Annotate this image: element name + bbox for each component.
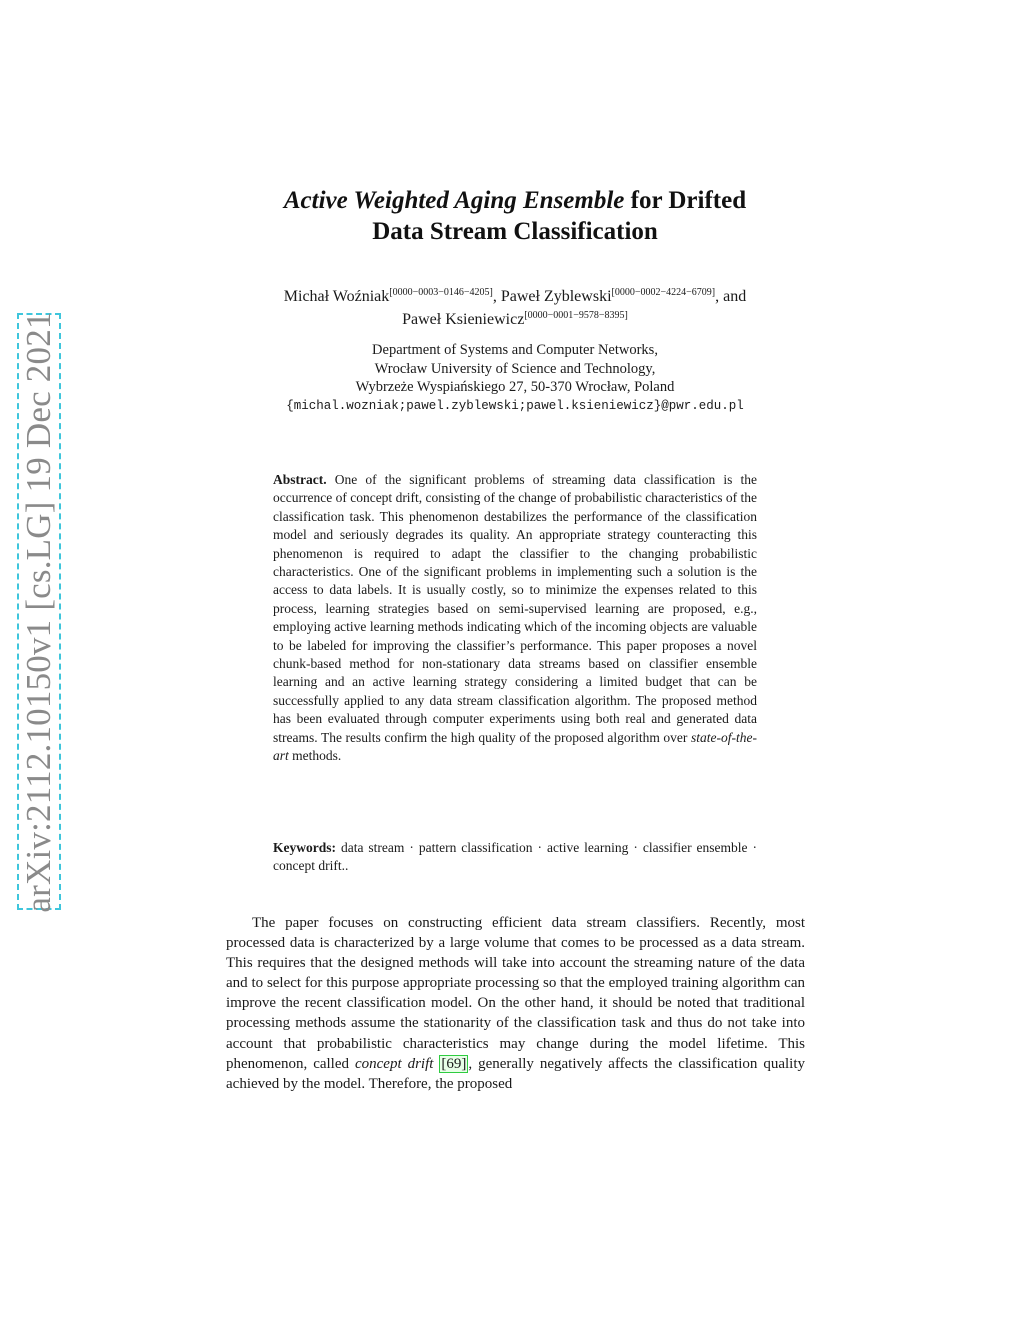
arxiv-id[interactable]: arXiv:2112.10150v1 [cs.LG] 19 Dec 2021 (19, 310, 58, 913)
keywords (273, 839, 757, 876)
author-2: , Paweł Zyblewski (492, 288, 612, 305)
abstract-italic: state-of-the-art (273, 729, 757, 764)
paper-title (200, 185, 830, 247)
title-rest: for Drifted (624, 187, 747, 214)
intro-paragraph (226, 913, 805, 1094)
intro-text-1: The paper focuses on constructing efficient data stream classifiers. Recently, most processed data is characterized by a large volume that comes to be processed as a data stream. This requires that the designed methods will take into account the streaming nature of the data and to select for this purpose appropriate processing so that the employed training algorithm can improve the recent classification model. On the other hand, it should be noted that traditional processing methods assume the stationarity of the classification task and thus do not take into account that probabilistic characteristics may change during the model lifetime. This phenomenon, called (226, 915, 805, 1072)
author-emails[interactable]: {michal.wozniak;pawel.zyblewski;pawel.ksieniewicz}@pwr.edu.pl (286, 398, 744, 413)
abstract-label: Abstract. (273, 472, 327, 487)
affiliation-line3: Wybrzeże Wyspiańskiego 27, 50-370 Wrocław, Poland (355, 379, 675, 395)
affiliation (200, 341, 830, 415)
keywords-label: Keywords: (273, 840, 336, 855)
orcid-2[interactable]: [0000−0002−4224−6709] (611, 287, 716, 298)
abstract-end: methods. (288, 748, 342, 764)
author-list (200, 283, 830, 329)
orcid-3[interactable]: [0000−0001−9578−8395] (524, 310, 628, 321)
author-1: Michał Woźniak (283, 288, 390, 305)
affiliation-line2: Wrocław University of Science and Technology, (374, 360, 656, 377)
arxiv-sidebar-stamp (17, 310, 61, 913)
author-sep: , and (715, 288, 747, 305)
citation-link[interactable]: [69] (441, 1055, 467, 1072)
orcid-1[interactable]: [0000−0003−0146−4205] (389, 287, 493, 298)
title-italic: Active Weighted Aging Ensemble (283, 187, 625, 214)
affiliation-line1: Department of Systems and Computer Networks, (372, 342, 658, 358)
title-line2: Data Stream Classification (372, 218, 658, 245)
abstract (273, 471, 757, 766)
intro-text-2: , generally negatively affects the classification quality achieved by the model. Therefore, the proposed (226, 1055, 806, 1092)
intro-italic: concept drift (354, 1055, 434, 1072)
keywords-text: data stream · pattern classification · active learning · classifier ensemble · concept drift.. (273, 840, 757, 874)
abstract-text: One of the significant problems of streaming data classification is the occurrence of concept drift, consisting of the change of probabilistic characteristics of the classification task. This phenomenon destabilizes the performance of the classification model and seriously degrades its quality. An appropriate strategy counteracting this phenomenon is required to adapt the classifier to the changing probabilistic characteristics. One of the significant problems in implementing such a solution is the access to data labels. It is usually costly, so to minimize the expenses related to this process, learning strategies based on semi-supervised learning are proposed, e.g., employing active learning methods indicating which of the incoming objects are valuable to be labeled for improving the classifier’s performance. This paper proposes a novel chunk-based method for non-stationary data streams based on classifier ensemble learning and an active learning strategy considering a limited budget that can be successfully applied to any data stream classification algorithm. The proposed method has been evaluated through computer experiments using both real and generated data streams. The results confirm the high quality of the proposed algorithm over (273, 472, 757, 745)
author-3: Paweł Ksieniewicz (402, 311, 525, 328)
citation-number: 69 (446, 1055, 462, 1072)
